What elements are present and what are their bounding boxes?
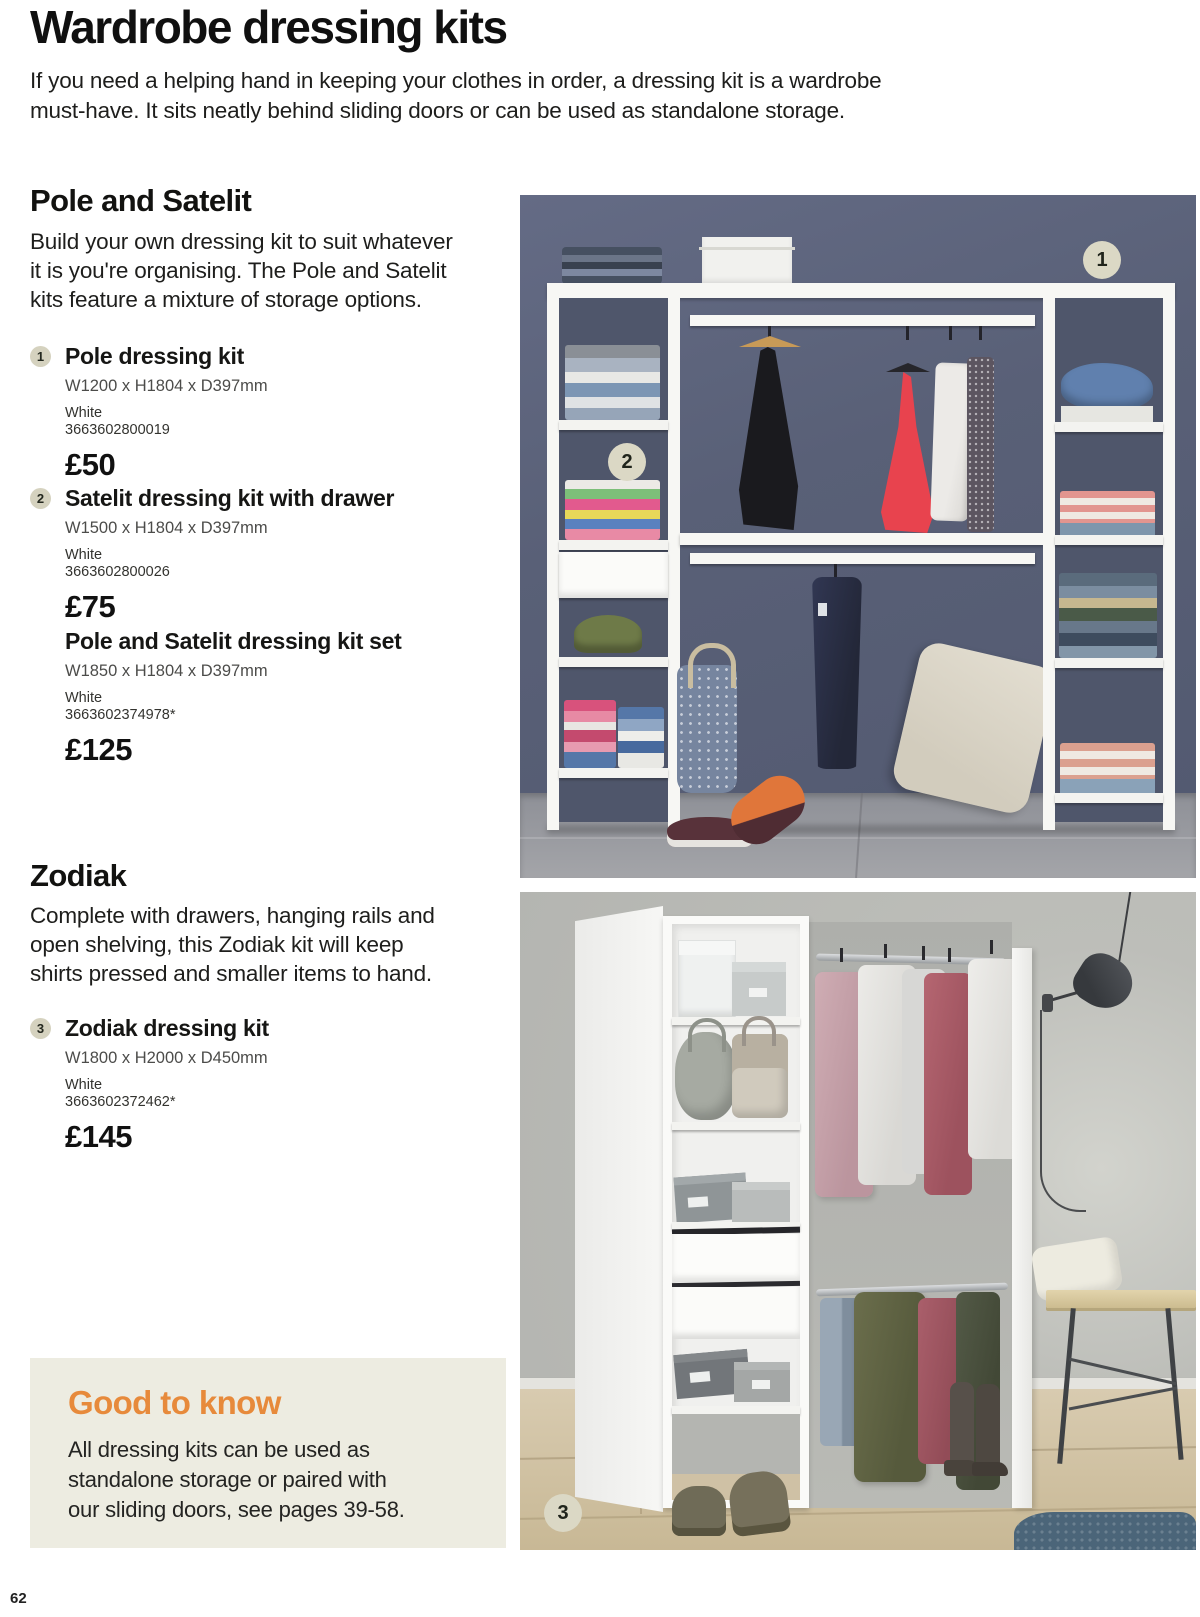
hanging-shirt-red (924, 973, 972, 1195)
lamp-cord (1040, 1010, 1086, 1212)
good-to-know-body (68, 1435, 506, 1525)
shelf (559, 420, 668, 430)
page-number: 62 (10, 1590, 27, 1607)
product-code: 3663602800026 (65, 564, 170, 580)
folded-clothes-stack (1060, 779, 1155, 793)
photo-marker-2: 2 (608, 443, 646, 481)
description-line: Complete with drawers, hanging rails and (30, 903, 435, 928)
hanging-jacket-olive (854, 1292, 926, 1482)
shelf (672, 1122, 800, 1130)
product-price: £50 (65, 447, 116, 482)
folded-clothes-stack (618, 707, 664, 768)
product-colour: White (65, 405, 103, 421)
folded-clothes-stack (1061, 406, 1153, 422)
unit-side-panel (575, 906, 663, 1512)
product-price: £75 (65, 589, 116, 624)
folded-clothes-stack (565, 480, 660, 540)
storage-box (702, 237, 792, 284)
description-line: Build your own dressing kit to suit whatever (30, 229, 453, 254)
box-label (749, 988, 767, 997)
hanger-hook (884, 944, 887, 958)
hanger-hook (949, 326, 952, 340)
product-pole-dressing-kit (30, 342, 510, 482)
description-line: open shelving, this Zodiak kit will keep (30, 932, 404, 957)
drawer-front (559, 552, 668, 598)
good-to-know-line: All dressing kits can be used as (68, 1437, 370, 1462)
product-colour: White (65, 547, 103, 563)
cap (574, 615, 642, 653)
hanger-hook (979, 326, 982, 340)
hanger-hook (948, 948, 951, 962)
product-code: 3663602374978* (65, 707, 176, 723)
page-title: Wardrobe dressing kits (30, 1, 507, 53)
hanging-sequin-dress (967, 357, 994, 532)
product-code: 3663602800019 (65, 422, 170, 438)
hanger-hook (840, 948, 843, 962)
mid-shelf (680, 533, 1043, 545)
storage-box-lid (699, 247, 795, 250)
bag-handle (688, 1018, 726, 1052)
tote-bag-handle (688, 643, 736, 688)
product-dimensions: W1200 x H1804 x D397mm (65, 377, 268, 395)
folded-clothes-stack (1060, 523, 1155, 535)
shelf (1055, 422, 1163, 432)
pole-satelit-description (30, 227, 453, 314)
folded-clothes-stack (1060, 491, 1155, 525)
description-line: it is you're organising. The Pole and Satelit (30, 258, 447, 283)
product-code: 3663602372462* (65, 1094, 176, 1110)
photo-marker-1: 1 (1083, 241, 1121, 279)
intro-line: If you need a helping hand in keeping your clothes in order, a dressing kit is a wardrobe (30, 68, 882, 93)
good-to-know-box (30, 1358, 506, 1548)
product-name: Pole and Satelit dressing kit set (65, 628, 402, 654)
product-marker-badge: 3 (30, 1018, 51, 1039)
rug (1014, 1512, 1196, 1550)
product-price: £125 (65, 732, 132, 767)
zodiak-description (30, 901, 435, 988)
hanger-hook (834, 564, 837, 577)
product-dimensions: W1500 x H1804 x D397mm (65, 519, 268, 537)
storage-box (732, 1182, 790, 1222)
bench-top (1046, 1290, 1196, 1308)
open-bottom-wall (672, 1414, 800, 1474)
product-name: Zodiak dressing kit (65, 1015, 269, 1041)
shelf (672, 1406, 800, 1414)
folded-jeans-stack (1059, 573, 1157, 658)
product-name: Pole dressing kit (65, 343, 244, 369)
hanger-hook (990, 940, 993, 954)
zodiak-product-photo (520, 892, 1196, 1550)
photo-marker-3: 3 (544, 1494, 582, 1532)
drawer-front (672, 1234, 800, 1282)
product-colour: White (65, 690, 103, 706)
section-heading-zodiak: Zodiak (30, 858, 127, 893)
unit-shadow (547, 825, 1175, 834)
ankle-boot (672, 1486, 726, 1536)
hanging-rail (690, 553, 1035, 564)
folded-clothes-stack (565, 345, 660, 420)
jacket-tag (818, 603, 827, 616)
hanger-hook (906, 326, 909, 340)
product-marker-badge: 1 (30, 346, 51, 367)
good-to-know-heading: Good to know (68, 1384, 281, 1421)
shelf (559, 657, 668, 667)
description-line: kits feature a mixture of storage options. (30, 287, 422, 312)
folded-clothes-stack (562, 247, 662, 284)
shelf (1055, 793, 1163, 803)
shelf (1055, 535, 1163, 545)
description-line: shirts pressed and smaller items to hand. (30, 961, 432, 986)
product-name: Satelit dressing kit with drawer (65, 485, 395, 511)
shelf (1055, 658, 1163, 668)
pole-satelit-product-photo (520, 195, 1196, 878)
page-intro (30, 66, 882, 126)
folded-clothes-stack (1060, 743, 1155, 781)
box-label (752, 1380, 770, 1389)
product-colour: White (65, 1077, 103, 1093)
unit-top-beam (547, 283, 1175, 298)
box-label (688, 1196, 709, 1207)
tower-side-panel (1163, 283, 1175, 830)
product-dimensions: W1800 x H2000 x D450mm (65, 1049, 268, 1067)
tower-side-panel (1043, 283, 1055, 830)
product-price: £145 (65, 1119, 132, 1154)
shelf (559, 540, 668, 550)
hanging-rail (690, 315, 1035, 326)
good-to-know-line: standalone storage or paired with (68, 1467, 387, 1492)
box-label (690, 1371, 711, 1383)
product-satelit-dressing-kit (30, 484, 510, 624)
unit-side-panel (1012, 948, 1032, 1508)
bag-handle (742, 1016, 776, 1046)
product-marker-badge: 2 (30, 488, 51, 509)
intro-line: must-have. It sits neatly behind sliding doors or can be used as standalone storage. (30, 98, 845, 123)
good-to-know-line: our sliding doors, see pages 39-58. (68, 1497, 405, 1522)
shelf (559, 768, 668, 778)
tall-boot (976, 1384, 1000, 1474)
quilted-storage-box (678, 940, 736, 1018)
product-dimensions: W1850 x H1804 x D397mm (65, 662, 268, 680)
product-pole-satelit-set (30, 627, 510, 767)
folded-clothes-stack (564, 700, 616, 768)
tower-side-panel (547, 283, 559, 830)
boot-foot (972, 1462, 1008, 1476)
handbag (732, 1034, 788, 1118)
hanger-hook (922, 946, 925, 960)
drawer-front (672, 1287, 800, 1339)
section-heading-pole-satelit: Pole and Satelit (30, 183, 252, 218)
product-zodiak-dressing-kit (30, 1014, 510, 1154)
